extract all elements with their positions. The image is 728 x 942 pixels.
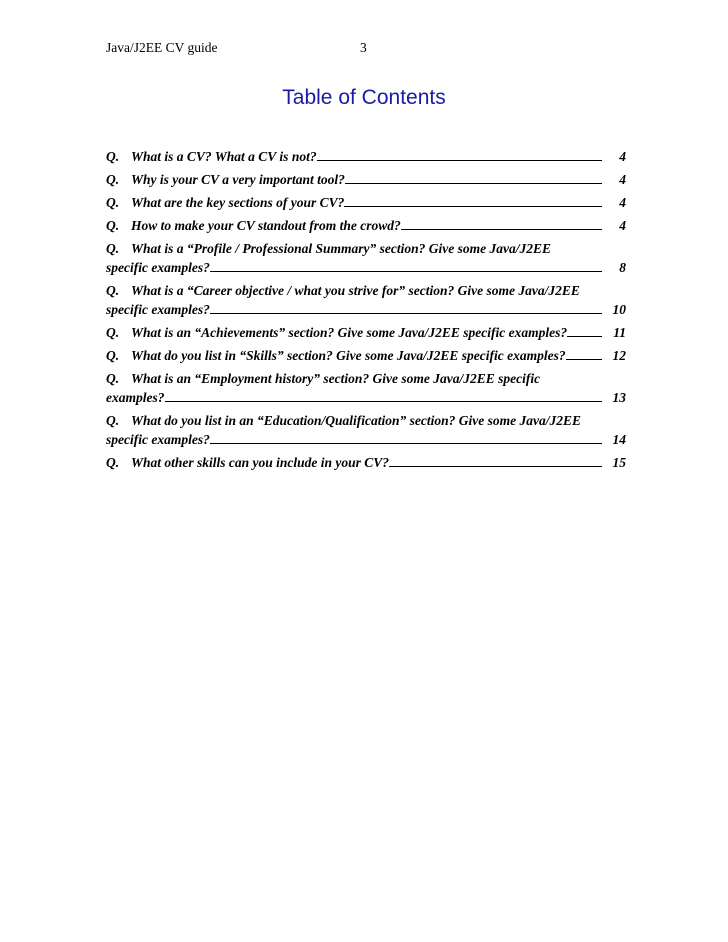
toc-entry[interactable] — [106, 192, 626, 211]
toc-entry-q: Q. — [106, 348, 120, 363]
toc-entry[interactable] — [106, 280, 626, 318]
toc-entry-q: Q. — [106, 371, 120, 386]
toc-entry-page: 13 — [612, 390, 626, 405]
toc-entry-title: What is a CV? What a CV is not? — [131, 149, 317, 164]
toc-entry-title: What is a “Profile / Professional Summary” section? Give some Java/J2EE — [131, 241, 552, 256]
toc-entry[interactable] — [106, 368, 626, 406]
toc-entry[interactable] — [106, 410, 626, 448]
toc-entry-page: 4 — [619, 172, 626, 187]
dot-leader — [567, 336, 602, 337]
toc-entry-q: Q. — [106, 241, 120, 256]
toc-heading: Table of Contents — [282, 86, 446, 109]
toc-entry-page: 12 — [612, 348, 626, 363]
toc-entry-page: 4 — [619, 149, 626, 164]
toc-entry-title-cont: specific examples? — [106, 432, 210, 447]
toc-entry[interactable] — [106, 345, 626, 364]
dot-leader — [344, 206, 602, 207]
toc-entry-q: Q. — [106, 195, 120, 210]
header-title: Java/J2EE CV guide — [106, 40, 218, 55]
toc-entry-page: 14 — [612, 432, 626, 447]
dot-leader — [165, 401, 603, 402]
toc-entry-page: 15 — [612, 455, 626, 470]
toc-list — [106, 146, 626, 475]
running-header — [106, 40, 626, 58]
toc-entry-title-cont: specific examples? — [106, 260, 210, 275]
toc-entry-title: What is a “Career objective / what you strive for” section? Give some Java/J2EE — [131, 283, 580, 298]
toc-entry-q: Q. — [106, 283, 120, 298]
dot-leader — [210, 313, 602, 314]
toc-entry-title: What are the key sections of your CV? — [131, 195, 345, 210]
toc-entry[interactable] — [106, 238, 626, 276]
header-page-number: 3 — [360, 40, 367, 55]
toc-entry-page: 11 — [613, 325, 626, 340]
toc-entry-q: Q. — [106, 172, 120, 187]
toc-entry-q: Q. — [106, 218, 120, 233]
toc-entry[interactable] — [106, 146, 626, 165]
toc-entry-title-cont: examples? — [106, 390, 165, 405]
toc-entry-title: What do you list in an “Education/Qualification” section? Give some Java/J2EE — [131, 413, 582, 428]
toc-entry-title-cont: specific examples? — [106, 302, 210, 317]
toc-entry[interactable] — [106, 322, 626, 341]
toc-entry-title: What is an “Employment history” section? Give some Java/J2EE specific — [131, 371, 541, 386]
dot-leader — [401, 229, 602, 230]
dot-leader — [210, 271, 602, 272]
toc-entry-page: 8 — [619, 260, 626, 275]
toc-entry-title: What do you list in “Skills” section? Give some Java/J2EE specific examples? — [131, 348, 566, 363]
toc-entry-title: What other skills can you include in your CV? — [131, 455, 390, 470]
dot-leader — [566, 359, 602, 360]
toc-entry-title: What is an “Achievements” section? Give some Java/J2EE specific examples? — [131, 325, 568, 340]
toc-entry[interactable] — [106, 169, 626, 188]
toc-entry[interactable] — [106, 452, 626, 471]
toc-entry-q: Q. — [106, 413, 120, 428]
toc-entry[interactable] — [106, 215, 626, 234]
toc-entry-q: Q. — [106, 149, 120, 164]
toc-entry-title: How to make your CV standout from the crowd? — [131, 218, 401, 233]
dot-leader — [210, 443, 602, 444]
dot-leader — [389, 466, 602, 467]
dot-leader — [317, 160, 602, 161]
toc-entry-q: Q. — [106, 455, 120, 470]
toc-entry-page: 4 — [619, 195, 626, 210]
toc-entry-q: Q. — [106, 325, 120, 340]
toc-entry-title: Why is your CV a very important tool? — [131, 172, 345, 187]
toc-entry-page: 4 — [619, 218, 626, 233]
dot-leader — [345, 183, 602, 184]
toc-entry-page: 10 — [612, 302, 626, 317]
